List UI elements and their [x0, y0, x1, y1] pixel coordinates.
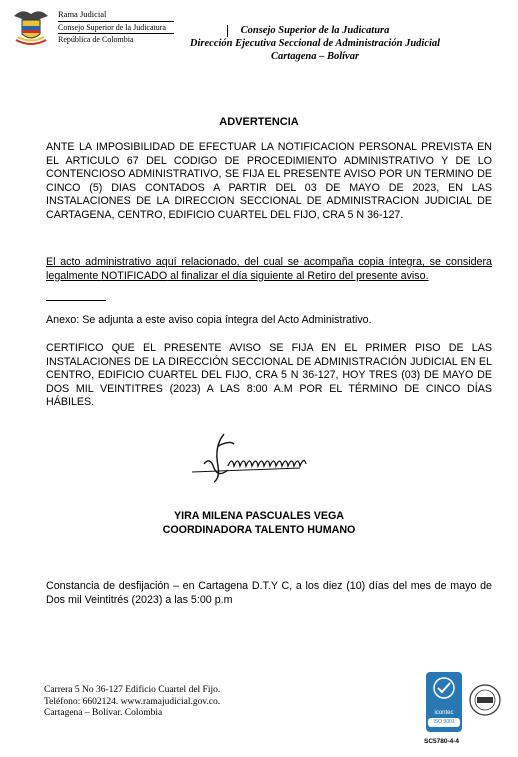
signature-image: [184, 426, 334, 486]
removal-record-paragraph: Constancia de desfijación – en Cartagena D.T.Y C, a los diez (10) días del mes de mayo de Dos mil Veintitrés (2023) a las 5:00 p.m: [46, 580, 492, 606]
notification-text-b: NOTIFICADO: [101, 269, 168, 282]
header-line-3: Cartagena – Bolívar: [270, 51, 360, 62]
signer-title: COORDINADORA TALENTO HUMANO: [162, 524, 356, 536]
coat-of-arms-icon: [8, 6, 54, 48]
header-line-2: Dirección Ejecutiva Seccional de Administración Judicial: [189, 38, 441, 49]
footer-phone: Teléfono: 6602124. www.ramajudicial.gov.co.: [44, 696, 221, 707]
icontec-icon: [426, 672, 462, 708]
paragraph-rule: [46, 300, 106, 301]
header-line-1: Consejo Superior de la Judicatura: [240, 25, 390, 36]
footer-city: Cartagena – Bolívar. Colombia: [44, 708, 163, 718]
org-line-2: Consejo Superior de la Judicatura: [58, 22, 166, 32]
header-title: [150, 24, 480, 63]
org-line-1: Rama Judicial: [58, 9, 107, 19]
footer-address: [44, 685, 220, 720]
org-rule: [58, 21, 174, 22]
notification-text-a: El acto administrativo aquí relacionado, del cual se acompaña copia íntegra, se considera legalmente: [46, 256, 492, 282]
certificate-code: SC5780-4-4: [424, 738, 460, 745]
document-title: ADVERTENCIA: [219, 116, 299, 128]
signer-name: YIRA MILENA PASCUALES VEGA: [173, 510, 345, 522]
notification-text-c: al finalizar el día siguiente al Retiro del presente aviso.: [167, 269, 429, 282]
notification-paragraph: [46, 256, 492, 283]
annex-paragraph: Anexo: Se adjunta a este aviso copia íntegra del Acto Administrativo.: [46, 314, 372, 326]
signer-block: [0, 509, 518, 537]
icontec-brand: icontec: [434, 710, 454, 716]
footer-street: Carrera 5 No 36-127 Edificio Cuartel del Fijo.: [44, 685, 221, 695]
iqnet-certification-icon: [468, 683, 502, 717]
notice-paragraph: ANTE LA IMPOSIBILIDAD DE EFECTUAR LA NOTIFICACION PERSONAL PREVISTA EN EL ARTICULO 67 DEL CODIGO DE PROCEDIMIENTO ADMINISTRATIVO Y DE LO CONTENCIOSO ADMINISTRATIVO, SE FIJA EL PRESENTE AVISO POR UN TERMINO DE CINCO (5) DIAS CONTADOS A PARTIR DEL 03 DE MAYO DE 2023, EN LAS INSTALACIONES DE LA DIRECCION SECCIONAL DE ADMINISTRACION JUDICIAL DE CARTAGENA, CENTRO, EDIFICIO CUARTEL DEL FIJO, CRA 5 N 36-127.: [46, 141, 492, 221]
iso-label: ISO 9001: [428, 718, 460, 727]
org-line-3: República de Colombia: [58, 35, 134, 44]
certification-paragraph: CERTIFICO QUE EL PRESENTE AVISO SE FIJA EN EL PRIMER PISO DE LAS INSTALACIONES DE LA DIRECCIÓN SECCIONAL DE ADMINISTRACIÓN JUDICIAL EN EL CENTRO, EDIFICIO CUARTEL DEL FIJO, CRA 5 N 36-127, HOY TRES (03) DE MAYO DE DOS MIL VEINTITRES (2023) A LAS 8:00 A.M POR EL TÉRMINO DE CINCO DÍAS HÁBILES.: [46, 342, 492, 408]
